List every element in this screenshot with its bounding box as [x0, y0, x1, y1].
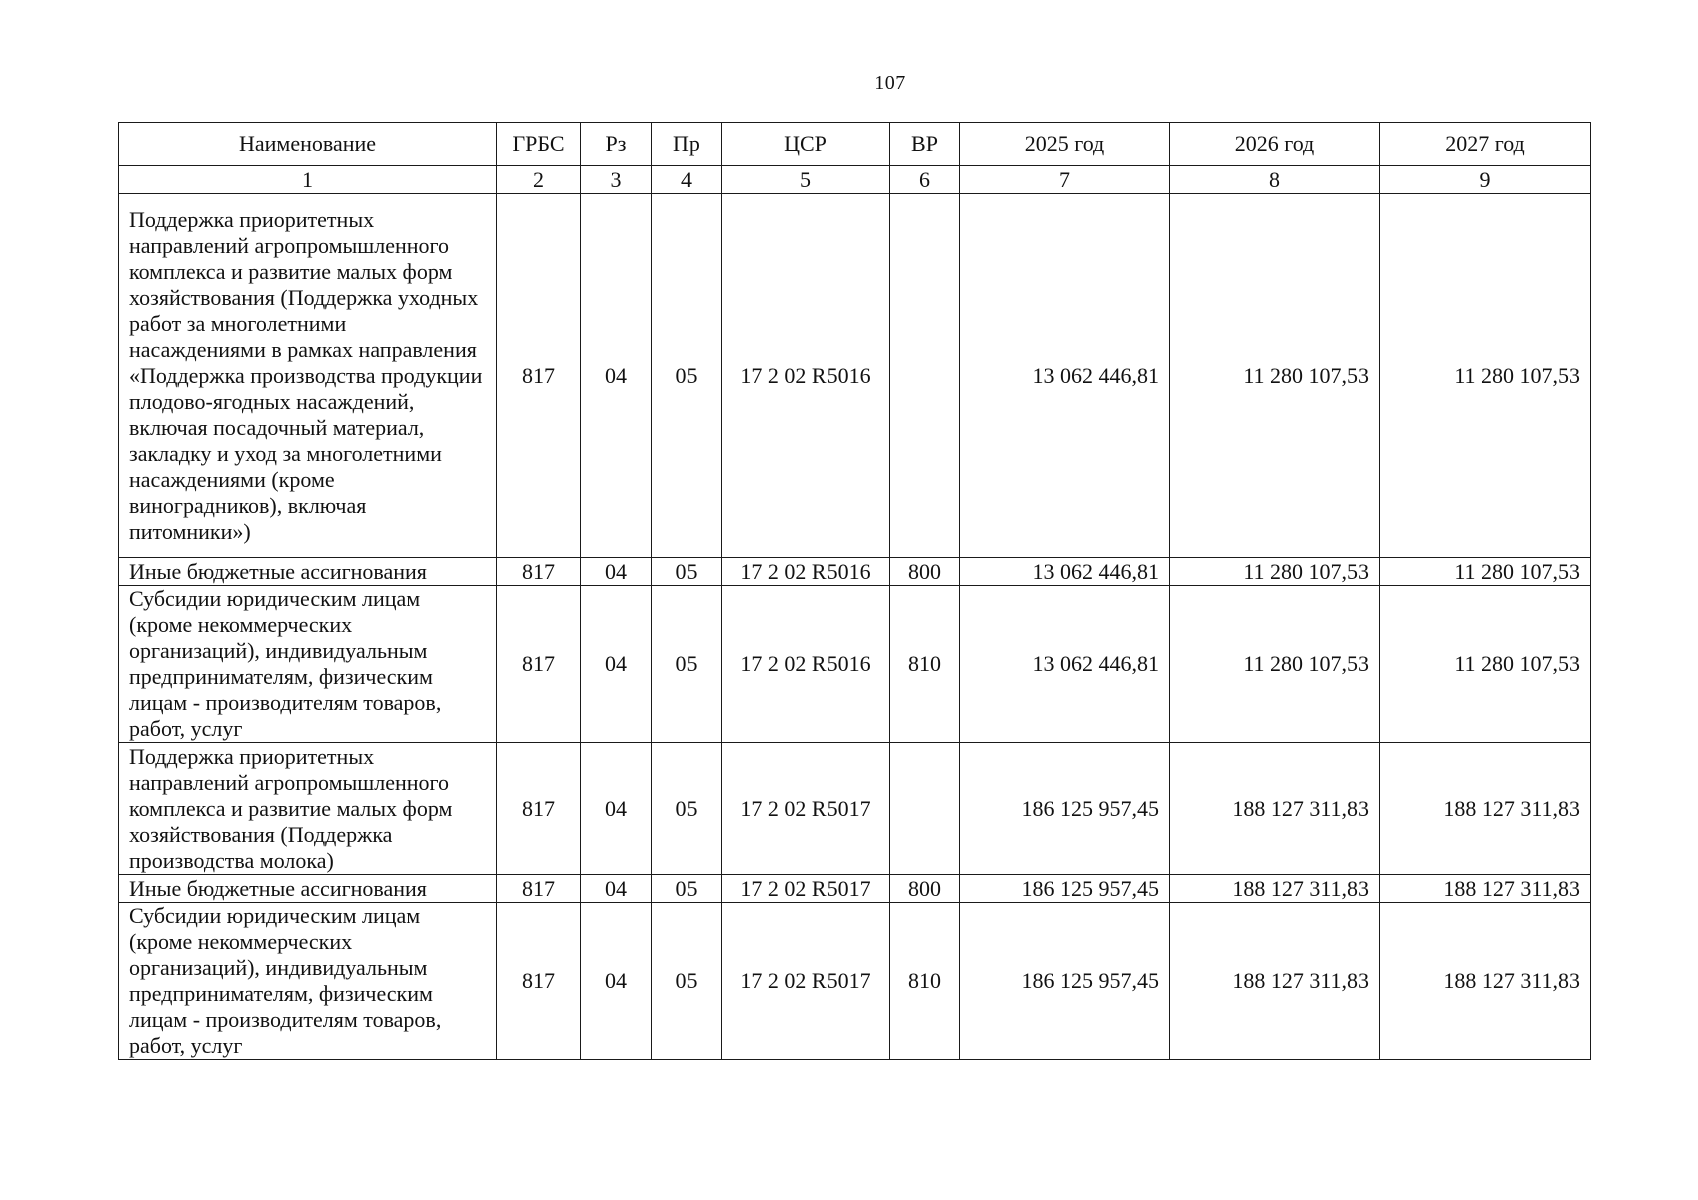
header-rz: Рз — [581, 123, 652, 166]
table-row — [119, 875, 1591, 903]
row-grbs: 817 — [497, 875, 581, 903]
row-rz: 04 — [581, 903, 652, 1060]
row-grbs: 817 — [497, 743, 581, 875]
row-2026: 11 280 107,53 — [1170, 586, 1380, 743]
row-rz: 04 — [581, 743, 652, 875]
row-2026: 188 127 311,83 — [1170, 875, 1380, 903]
row-2026: 188 127 311,83 — [1170, 743, 1380, 875]
row-rz: 04 — [581, 194, 652, 558]
row-2025: 13 062 446,81 — [960, 194, 1170, 558]
row-csr: 17 2 02 R5017 — [722, 743, 890, 875]
row-name: Субсидии юридическим лицам (кроме некоммерческих организаций), индивидуальным предпринимателям, физическим лицам - производителям товаров, работ, услуг — [119, 903, 497, 1060]
row-2026: 11 280 107,53 — [1170, 558, 1380, 586]
row-csr: 17 2 02 R5016 — [722, 586, 890, 743]
row-vr — [890, 194, 960, 558]
header-grbs: ГРБС — [497, 123, 581, 166]
header-csr: ЦСР — [722, 123, 890, 166]
row-2026: 11 280 107,53 — [1170, 194, 1380, 558]
row-name: Иные бюджетные ассигнования — [119, 558, 497, 586]
row-2027: 188 127 311,83 — [1380, 875, 1591, 903]
row-rz: 04 — [581, 586, 652, 743]
row-grbs: 817 — [497, 903, 581, 1060]
row-2025: 186 125 957,45 — [960, 875, 1170, 903]
column-number: 2 — [497, 166, 581, 194]
row-2027: 188 127 311,83 — [1380, 743, 1591, 875]
row-vr: 810 — [890, 586, 960, 743]
row-grbs: 817 — [497, 586, 581, 743]
column-number: 5 — [722, 166, 890, 194]
row-name: Иные бюджетные ассигнования — [119, 875, 497, 903]
row-2027: 11 280 107,53 — [1380, 194, 1591, 558]
row-rz: 04 — [581, 558, 652, 586]
row-csr: 17 2 02 R5016 — [722, 194, 890, 558]
table-row — [119, 194, 1591, 558]
row-vr: 800 — [890, 875, 960, 903]
header-2025: 2025 год — [960, 123, 1170, 166]
row-2025: 13 062 446,81 — [960, 586, 1170, 743]
table-row — [119, 743, 1591, 875]
page-number: 107 — [874, 72, 906, 94]
row-csr: 17 2 02 R5016 — [722, 558, 890, 586]
row-2025: 13 062 446,81 — [960, 558, 1170, 586]
row-name: Поддержка приоритетных направлений агропромышленного комплекса и развитие малых форм хозяйствования (Поддержка производства молока) — [119, 743, 497, 875]
row-2025: 186 125 957,45 — [960, 903, 1170, 1060]
row-2025: 186 125 957,45 — [960, 743, 1170, 875]
column-number: 3 — [581, 166, 652, 194]
column-number: 6 — [890, 166, 960, 194]
row-name: Субсидии юридическим лицам (кроме некоммерческих организаций), индивидуальным предпринимателям, физическим лицам - производителям товаров, работ, услуг — [119, 586, 497, 743]
header-2026: 2026 год — [1170, 123, 1380, 166]
row-grbs: 817 — [497, 558, 581, 586]
row-pr: 05 — [652, 875, 722, 903]
row-2026: 188 127 311,83 — [1170, 903, 1380, 1060]
column-number: 8 — [1170, 166, 1380, 194]
header-vr: ВР — [890, 123, 960, 166]
column-number-row — [119, 166, 1591, 194]
row-vr — [890, 743, 960, 875]
row-2027: 188 127 311,83 — [1380, 903, 1591, 1060]
row-csr: 17 2 02 R5017 — [722, 903, 890, 1060]
column-number: 9 — [1380, 166, 1591, 194]
header-name: Наименование — [119, 123, 497, 166]
row-vr: 800 — [890, 558, 960, 586]
row-grbs: 817 — [497, 194, 581, 558]
header-row — [119, 123, 1591, 166]
row-2027: 11 280 107,53 — [1380, 586, 1591, 743]
header-2027: 2027 год — [1380, 123, 1591, 166]
table-row — [119, 558, 1591, 586]
row-rz: 04 — [581, 875, 652, 903]
budget-table — [118, 122, 1591, 1060]
row-csr: 17 2 02 R5017 — [722, 875, 890, 903]
table-row — [119, 903, 1591, 1060]
row-vr: 810 — [890, 903, 960, 1060]
header-pr: Пр — [652, 123, 722, 166]
row-pr: 05 — [652, 194, 722, 558]
column-number: 4 — [652, 166, 722, 194]
table-row — [119, 586, 1591, 743]
row-pr: 05 — [652, 586, 722, 743]
row-pr: 05 — [652, 903, 722, 1060]
row-name: Поддержка приоритетных направлений агропромышленного комплекса и развитие малых форм хозяйствования (Поддержка уходных работ за многолетними насаждениями в рамках направления «Поддержка производства продукции плодово-ягодных насаждений, включая посадочный материал, закладку и уход за многолетними насаждениями (кроме виноградников), включая питомники») — [119, 194, 497, 558]
column-number: 1 — [119, 166, 497, 194]
row-pr: 05 — [652, 743, 722, 875]
column-number: 7 — [960, 166, 1170, 194]
row-2027: 11 280 107,53 — [1380, 558, 1591, 586]
row-pr: 05 — [652, 558, 722, 586]
